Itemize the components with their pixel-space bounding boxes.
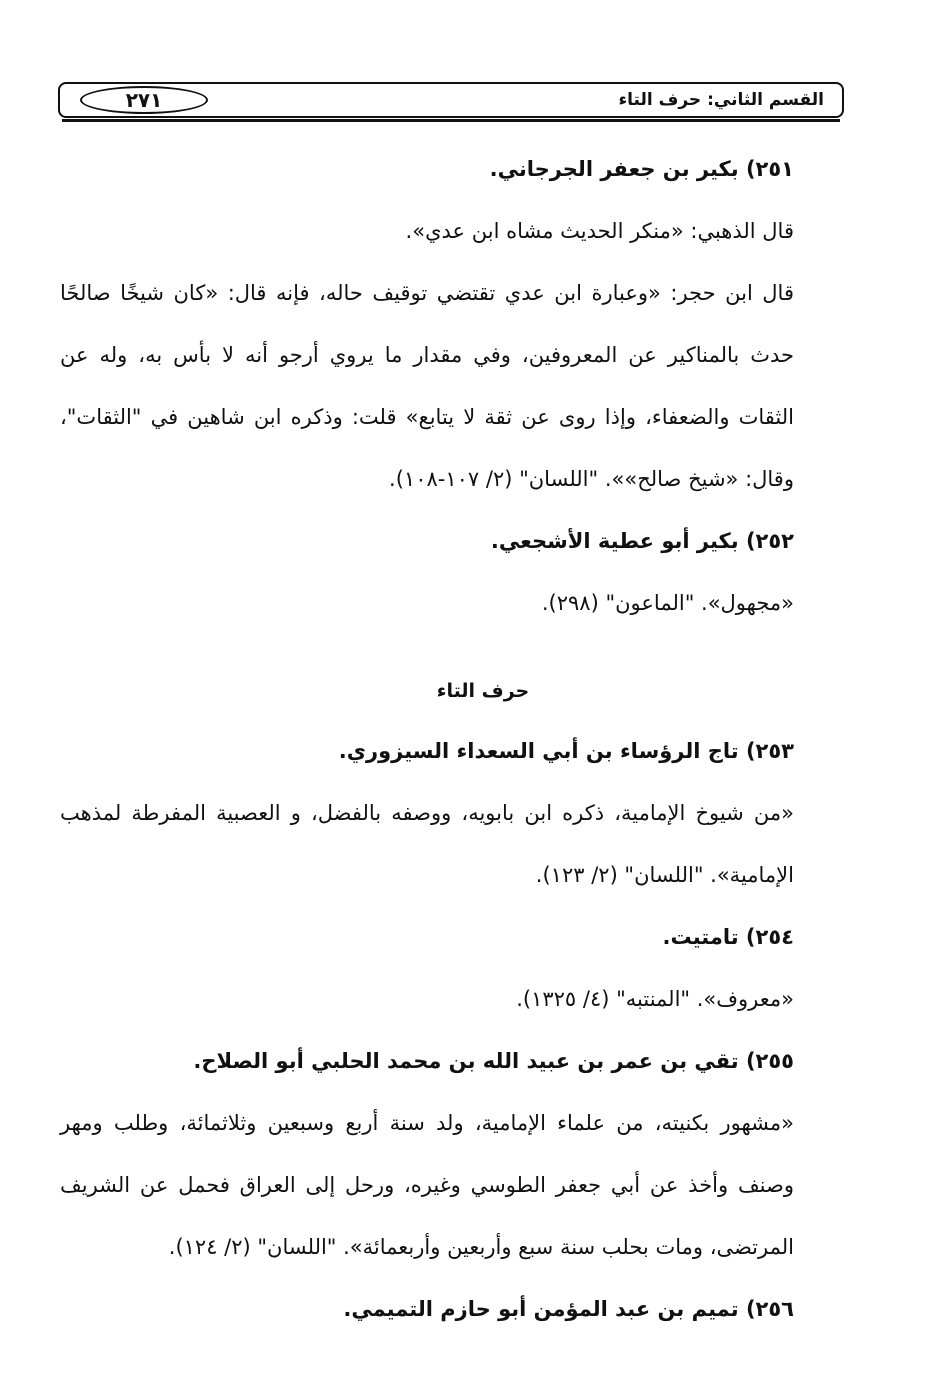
section-heading: حرف التاء — [436, 680, 530, 702]
entry-251-quote-dhahabi: قال الذهبي: «منكر الحديث مشاه ابن عدي». — [405, 219, 794, 243]
page-number: ٢٧١ — [80, 86, 208, 114]
entry-256-title: ٢٥٦) تميم بن عبد المؤمن أبو حازم التميمي. — [343, 1297, 794, 1321]
entry-251-title: ٢٥١) بكير بن جعفر الجرجاني. — [489, 157, 794, 181]
entry-255-title: ٢٥٥) تقي بن عمر بن عبيد الله بن محمد الحلبي أبو الصلاح. — [193, 1049, 794, 1073]
entry-254-title: ٢٥٤) تامتيت. — [662, 925, 794, 949]
entry-253-text: «من شيوخ الإمامية، ذكره ابن بابويه، ووصفه بالفضل، و العصبية المفرطة لمذهب الإمامية». "اللسان" (٢/ ١٢٣). — [60, 801, 794, 887]
entry-254-text: «معروف». "المنتبه" (٤/ ١٣٢٥). — [516, 987, 794, 1011]
header-title: القسم الثاني: حرف التاء — [618, 90, 824, 110]
entry-251-quote-ibn-hajar: قال ابن حجر: «وعبارة ابن عدي تقتضي توقيف حاله، فإنه قال: «كان شيخًا صالحًا حدث بالمناكير عن المعروفين، وفي مقدار ما يروي أرجو أنه لا بأس به، وله عن الثقات والضعفاء، وإذا روى عن ثقة لا يتابع» قلت: وذكره ابن شاهين في "الثقات"، وقال: «شيخ صالح»». "اللسان" (٢/ ١٠٧-١٠٨). — [60, 281, 794, 491]
entry-253-title: ٢٥٣) تاج الرؤساء بن أبي السعداء السيزوري. — [338, 739, 794, 763]
entry-252-text: «مجهول». "الماعون" (٢٩٨). — [541, 591, 794, 615]
entry-252-title: ٢٥٢) بكير أبو عطية الأشجعي. — [490, 529, 794, 553]
page-content — [60, 138, 846, 1340]
page-header — [58, 78, 844, 124]
entry-255-text: «مشهور بكنيته، من علماء الإمامية، ولد سنة أربع وسبعين وثلاثمائة، وطلب ومهر وصنف وأخذ عن أبي جعفر الطوسي وغيره، ورحل إلى العراق فحمل عن الشريف المرتضى، ومات بحلب سنة سبع وأربعين وأربعمائة». "اللسان" (٢/ ١٢٤). — [60, 1111, 794, 1259]
